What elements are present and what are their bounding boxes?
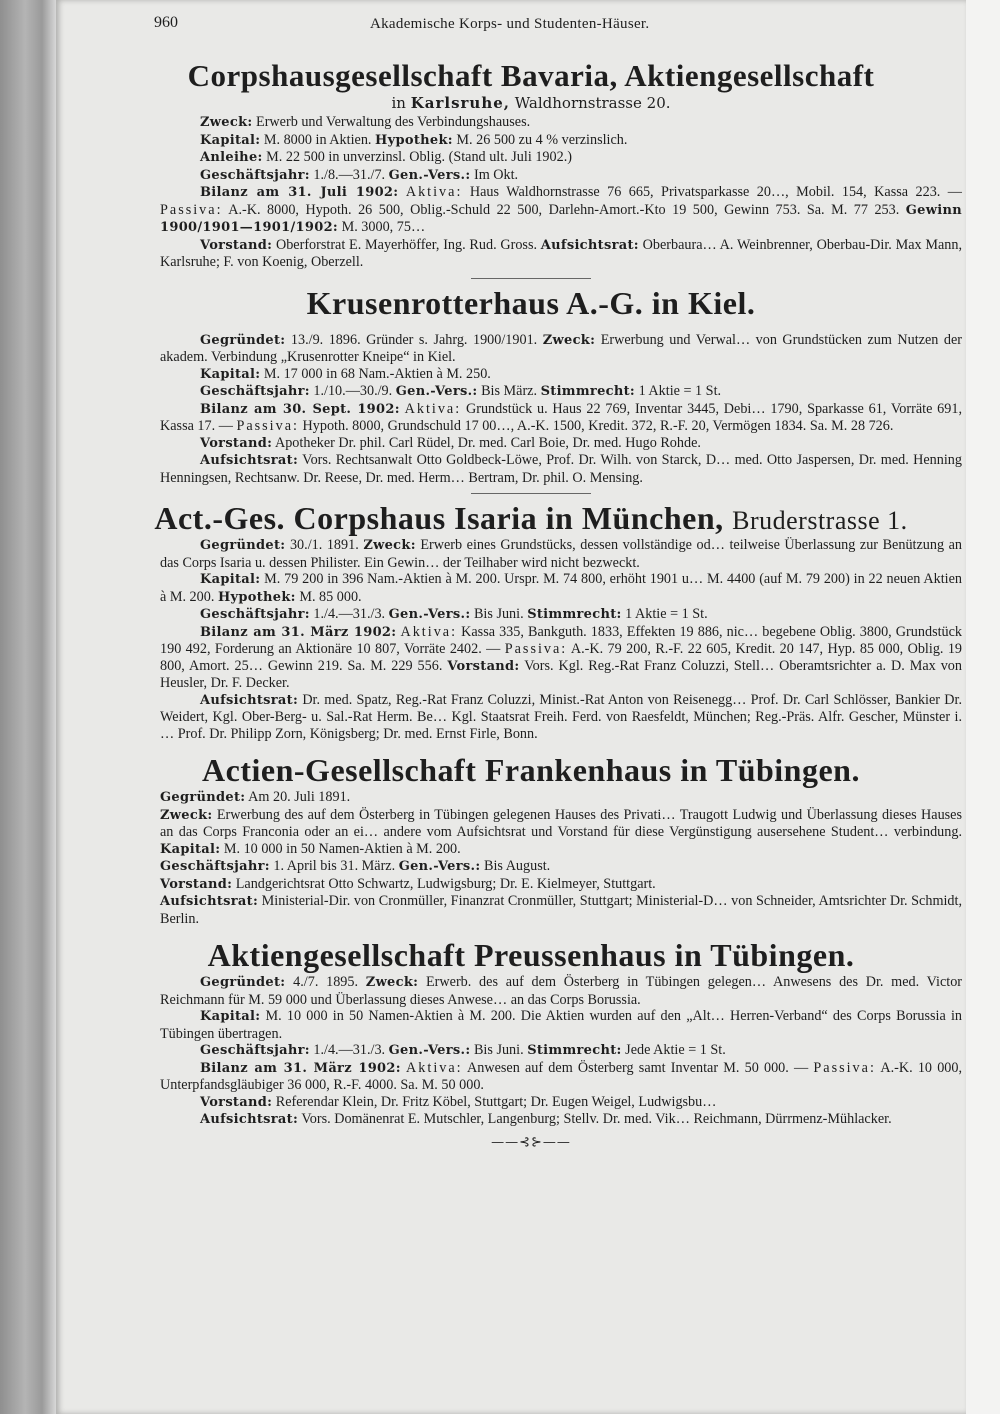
entry-line xyxy=(100,401,962,435)
entry-text: Kassa 335, Bankguth. 1833, Effekten 19 886, nic… begebene Oblig. 3800, Grundstück 190 492, Forderung an Aktionäre 10 807, Vorräte 2402. — xyxy=(160,623,963,657)
entry-text: 4./7. 1895. xyxy=(293,974,359,990)
entry-text: 1./8.—31./7. xyxy=(313,166,386,183)
entry-line xyxy=(100,537,962,571)
entry-key: Aufsichtsrat: xyxy=(200,1112,299,1127)
entry-key: Bilanz am 30. Sept. 1902: xyxy=(200,401,400,417)
section-divider xyxy=(471,278,591,279)
entry-key: Vorstand: xyxy=(200,1094,273,1110)
entry-line xyxy=(100,876,962,894)
entry-key: Gen.-Vers.: xyxy=(395,384,478,399)
spacer xyxy=(100,927,962,937)
entry-key: Bilanz am 31. März 1902: xyxy=(200,624,397,640)
entry-key: Geschäftsjahr: xyxy=(160,859,270,874)
title-main: Act.-Ges. Corpshaus Isaria in München, xyxy=(154,500,724,536)
entry-key: Vorstand: xyxy=(447,658,520,674)
entry-text: M. 22 500 in unverzinsl. Oblig. (Stand ult. Juli 1902.) xyxy=(266,149,572,165)
entry-key: Zweck: xyxy=(365,975,419,990)
section-title-krusenrotter: Krusenrotterhaus A.-G. in Kiel. xyxy=(306,284,756,321)
entry-line xyxy=(100,1111,962,1129)
entry-line xyxy=(100,789,962,807)
spacer xyxy=(100,322,962,332)
entry-text: A.-K. 8000, Hypoth. 26 500, Oblig.-Schuld 22 500, Darlehn-Amort.-Kto 19 500, Gewinn 753. Sa. M. 77 253. xyxy=(228,201,900,218)
entry-text: M. 79 200 in 396 Nam.-Aktien à M. 200. Urspr. M. 74 800, erhöht 1901 u… M. 4400 (auf M. 79 200) in 22 neuen Aktien à M. 200. xyxy=(160,571,963,605)
entry-key: Hypothek: xyxy=(375,132,453,148)
entry-key: Passiva: xyxy=(236,418,299,434)
entry-key: Aktiva: xyxy=(404,400,462,417)
entry-line xyxy=(100,1042,962,1060)
entry-text: 1./10.—30./9. xyxy=(313,383,393,399)
entry-text: A.-K. 79 200, R.-F. 22 605, Kredit. 20 147, Hyp. 85 000, Oblig. 19 800, Amort. 25… Gewinn 219. Sa. M. 229 556. xyxy=(160,641,963,674)
entry-text: Erwerb. des auf dem Österberg in Tübingen gelegen… Anwesens des Dr. med. Victor Reichmann für M. 59 000 und Überlassung dieses Anwese… an das Corps Borussia. xyxy=(160,974,963,1008)
entry-text: 13./9. 1896. Gründer s. Jahrg. 1900/1901. xyxy=(290,331,538,348)
entry-line xyxy=(100,184,962,237)
entry-text: Vors. Rechtsanwalt Otto Goldbeck-Löwe, Prof. Dr. Wilh. von Starck, D… med. Otto Jaspersen, Dr. med. Henning Henningsen, Rechtsanw. Dr. Reese, Dr. med. Herm… Bertram, Dr. phil. O. Mensing. xyxy=(160,452,962,486)
entry-key: Stimmrecht: xyxy=(527,607,622,622)
entry-key: Stimmrecht: xyxy=(540,384,636,399)
entry-key: Aktiva: xyxy=(406,1059,463,1076)
section-title-frankenhaus: Actien-Gesellschaft Frankenhaus in Tübingen. xyxy=(202,752,860,788)
entry-text: 1./4.—31./3. xyxy=(313,606,386,622)
section-location-bavaria xyxy=(100,94,962,112)
entry-key: Geschäftsjahr: xyxy=(200,607,310,622)
entry-key: Passiva: xyxy=(504,641,568,657)
loc-prefix: in xyxy=(391,94,406,112)
entry-key: Vorstand: xyxy=(200,237,273,253)
entry-key: Aktiva: xyxy=(405,184,463,200)
entry-line xyxy=(100,858,962,876)
entry-line xyxy=(100,114,962,132)
entry-line xyxy=(100,383,962,401)
page-number: 960 xyxy=(154,14,178,31)
entry-line xyxy=(100,435,962,453)
section-title-isaria xyxy=(100,500,962,537)
entry-text: Oberforstrat E. Mayerhöffer, Ing. Rud. Gross. xyxy=(275,236,538,253)
entry-key: Zweck: xyxy=(363,538,416,553)
entry-text: Erwerb und Verwaltung des Verbindungshauses. xyxy=(256,114,531,130)
entry-line xyxy=(100,167,962,185)
entry-key: Kapital: xyxy=(200,572,261,587)
entry-key: Gen.-Vers.: xyxy=(398,859,481,874)
entry-text: M. 85 000. xyxy=(299,588,362,605)
entry-line xyxy=(100,807,962,859)
entry-text: Vors. Domänenrat E. Mutschler, Langenburg; Stellv. Dr. med. Vik… Reichmann, Dürrmenz-Mühlacker. xyxy=(301,1111,892,1127)
entry-key: Kapital: xyxy=(200,132,261,148)
running-header xyxy=(100,10,962,36)
entry-text: Anwesen auf dem Österberg samt Inventar M. 50 000. — xyxy=(467,1059,809,1076)
entry-line xyxy=(100,237,962,271)
entry-key: Geschäftsjahr: xyxy=(200,167,310,183)
entry-text: 30./1. 1891. xyxy=(289,537,359,553)
entry-text: Im Okt. xyxy=(473,166,519,183)
entry-key: Stimmrecht: xyxy=(527,1043,622,1058)
entry-line xyxy=(100,1094,962,1112)
entry-line xyxy=(100,332,962,366)
entry-text: Haus Waldhornstrasse 76 665, Privatsparkasse 20…, Mobil. 154, Kassa 223. — xyxy=(469,184,962,200)
entry-line xyxy=(100,132,962,150)
end-ornament: ——⊰⊱—— xyxy=(491,1134,571,1150)
entry-line xyxy=(100,692,962,743)
entry-key: Gen.-Vers.: xyxy=(388,1043,471,1058)
running-title: Akademische Korps- und Studenten-Häuser. xyxy=(370,16,650,32)
entry-text: M. 10 000 in 50 Namen-Aktien à M. 200. xyxy=(223,840,461,857)
entry-text: M. 3000, 75… xyxy=(341,219,426,235)
entry-text: Bis Juni. xyxy=(473,1042,524,1058)
entry-text: M. 26 500 zu 4 % verzinslich. xyxy=(456,131,628,148)
section-title-preussenhaus: Aktiengesellschaft Preussenhaus in Tübingen. xyxy=(207,937,855,973)
entry-key: Gen.-Vers.: xyxy=(388,607,471,622)
entry-text: Referendar Klein, Dr. Fritz Köbel, Stuttgart; Dr. Eugen Weigel, Ludwigsbu… xyxy=(275,1093,717,1110)
entry-key: Gegründet: xyxy=(200,538,286,553)
entry-text: Dr. med. Spatz, Reg.-Rat Franz Coluzzi, Minist.-Rat Anton von Reisenegg… Prof. Dr. Carl Schlösser, Bankier Dr. Weidert, Kgl. Ober-Berg- u. Sal.-Rat Herm. Be… Kgl. Staatsrat Freih. Ferd. von Raesfeldt, München; Reg.-Präs. Alfr. Gescher, Münster i. … Prof. Dr. Philipp Zorn, Königsberg; Dr. med. Ernst Firle, Bonn. xyxy=(160,691,962,742)
entry-text: 1 Aktie = 1 St. xyxy=(625,606,708,622)
entry-key: Kapital: xyxy=(200,1009,261,1024)
entry-line xyxy=(100,149,962,167)
entry-text: Bis März. xyxy=(481,383,538,399)
entry-text: Bis August. xyxy=(484,858,551,874)
entry-line xyxy=(100,1008,962,1042)
entry-text: Am 20. Juli 1891. xyxy=(248,789,351,805)
entry-key: Kapital: xyxy=(160,841,221,857)
entry-key: Geschäftsjahr: xyxy=(200,1043,310,1058)
entry-key: Zweck: xyxy=(160,807,213,823)
entry-line xyxy=(100,1060,962,1094)
entry-key: Anleihe: xyxy=(200,150,263,165)
entry-line xyxy=(100,366,962,384)
entry-key: Bilanz am 31. März 1902: xyxy=(200,1060,401,1076)
entry-text: Erwerb eines Grundstücks, dessen vollständige od… teilweise Überlassung zur Benützung an das Corps Isaria u. dessen Philister. Ein Gewin… der Teilhaber wird nicht bezweckt. xyxy=(160,537,963,571)
entry-line xyxy=(100,606,962,624)
entry-key: Passiva: xyxy=(813,1059,876,1076)
entry-text: Landgerichtsrat Otto Schwartz, Ludwigsburg; Dr. E. Kielmeyer, Stuttgart. xyxy=(235,875,656,892)
entry-text: M. 10 000 in 50 Namen-Aktien à M. 200. Die Aktien wurden auf den „Alt… Herren-Verband“ des Corps Borussia in Tübingen übertragen. xyxy=(160,1008,963,1042)
page-content xyxy=(100,10,962,1150)
entry-line xyxy=(100,452,962,486)
entry-key: Gen.-Vers.: xyxy=(388,167,471,183)
entry-key: Vorstand: xyxy=(160,876,233,892)
entry-text: A.-K. 10 000, Unterpfandsgläubiger 36 000, R.-F. 4000. Sa. M. 50 000. xyxy=(160,1059,963,1093)
entry-key: Passiva: xyxy=(160,201,223,218)
entry-line xyxy=(100,893,962,927)
entry-text: Erwerbung des auf dem Österberg in Tübingen gelegenen Hauses des Privati… Traugott Ludwig und Überlassung dieses Hauses an das Corps Franconia oder an ei… andere vom Aufsichtsrat und Vorstand für diese Vergünstigung ausersehene Student… verbindung. xyxy=(160,806,963,840)
entry-text: 1./4.—31./3. xyxy=(313,1042,386,1058)
entry-key: Geschäftsjahr: xyxy=(200,384,310,399)
entry-text: 1. April bis 31. März. xyxy=(273,858,396,874)
entry-key: Gegründet: xyxy=(200,975,286,990)
entry-key: Gewinn 1900/1901—1901/1902: xyxy=(160,202,962,235)
entry-key: Vorstand: xyxy=(200,435,273,451)
entry-line xyxy=(100,624,962,692)
entry-key: Gegründet: xyxy=(200,332,286,348)
entry-text: Ministerial-Dir. von Cronmüller, Finanzrat Cronmüller, Stuttgart; Ministerial-D… von Schneider, Amtsrichter Dr. Schmidt, Berlin. xyxy=(160,893,963,927)
loc-address: Waldhornstrasse 20. xyxy=(514,94,671,112)
entry-text: M. 17 000 in 68 Nam.-Aktien à M. 250. xyxy=(263,365,491,382)
entry-key: Aktiva: xyxy=(400,623,458,640)
loc-city: Karlsruhe, xyxy=(410,94,511,112)
entry-text: Grundstück u. Haus 22 769, Inventar 3445, Debi… 1790, Sparkasse 61, Vorräte 691, Kassa 17. — xyxy=(160,400,963,434)
section-divider xyxy=(471,493,591,494)
section-title-bavaria: Corpshausgesellschaft Bavaria, Aktiengesellschaft xyxy=(187,58,875,93)
entry-text: Oberbaura… A. Weinbrenner, Oberbau-Dir. Max Mann, Karlsruhe; F. von Koenig, Oberzell. xyxy=(160,236,963,270)
entry-key: Hypothek: xyxy=(217,589,296,605)
entry-key: Kapital: xyxy=(200,366,261,382)
entry-key: Zweck: xyxy=(200,115,253,130)
entry-text: 1 Aktie = 1 St. xyxy=(638,383,722,399)
entry-line xyxy=(100,571,962,606)
page-edge xyxy=(966,0,1000,1414)
entry-text: Jede Aktie = 1 St. xyxy=(625,1042,726,1058)
book-binding xyxy=(0,0,56,1414)
entry-key: Gegründet: xyxy=(160,790,246,805)
entry-text: Apotheker Dr. phil. Carl Rüdel, Dr. med. Carl Boie, Dr. med. Hugo Rohde. xyxy=(274,434,701,451)
entry-key: Aufsichtsrat: xyxy=(540,237,639,253)
entry-text: Erwerbung und Verwal… von Grundstücken zum Nutzen der akadem. Verbindung „Krusenrotter Kneipe“ in Kiel. xyxy=(160,331,963,365)
entry-key: Aufsichtsrat: xyxy=(160,894,259,909)
entry-text: M. 8000 in Aktien. xyxy=(263,131,372,148)
entry-key: Zweck: xyxy=(542,332,596,348)
entry-key: Bilanz am 31. Juli 1902: xyxy=(200,185,399,200)
entry-text: Hypoth. 8000, Grundschuld 17 00…, A.-K. 1500, Kredit. 372, R.-F. 20, Vermögen 1834. Sa. M. 28 726. xyxy=(302,418,894,434)
title-address: Bruderstrasse 1. xyxy=(732,506,908,535)
spacer xyxy=(100,742,962,752)
entry-text: Vors. Kgl. Reg.-Rat Franz Coluzzi, Stell… Oberamtsrichter a. D. Max von Heusler, Dr. F. Decker. xyxy=(160,657,962,691)
entry-text: Bis Juni. xyxy=(473,606,524,622)
entry-key: Aufsichtsrat: xyxy=(200,692,299,708)
entry-line xyxy=(100,974,962,1008)
entry-key: Aufsichtsrat: xyxy=(200,453,299,468)
